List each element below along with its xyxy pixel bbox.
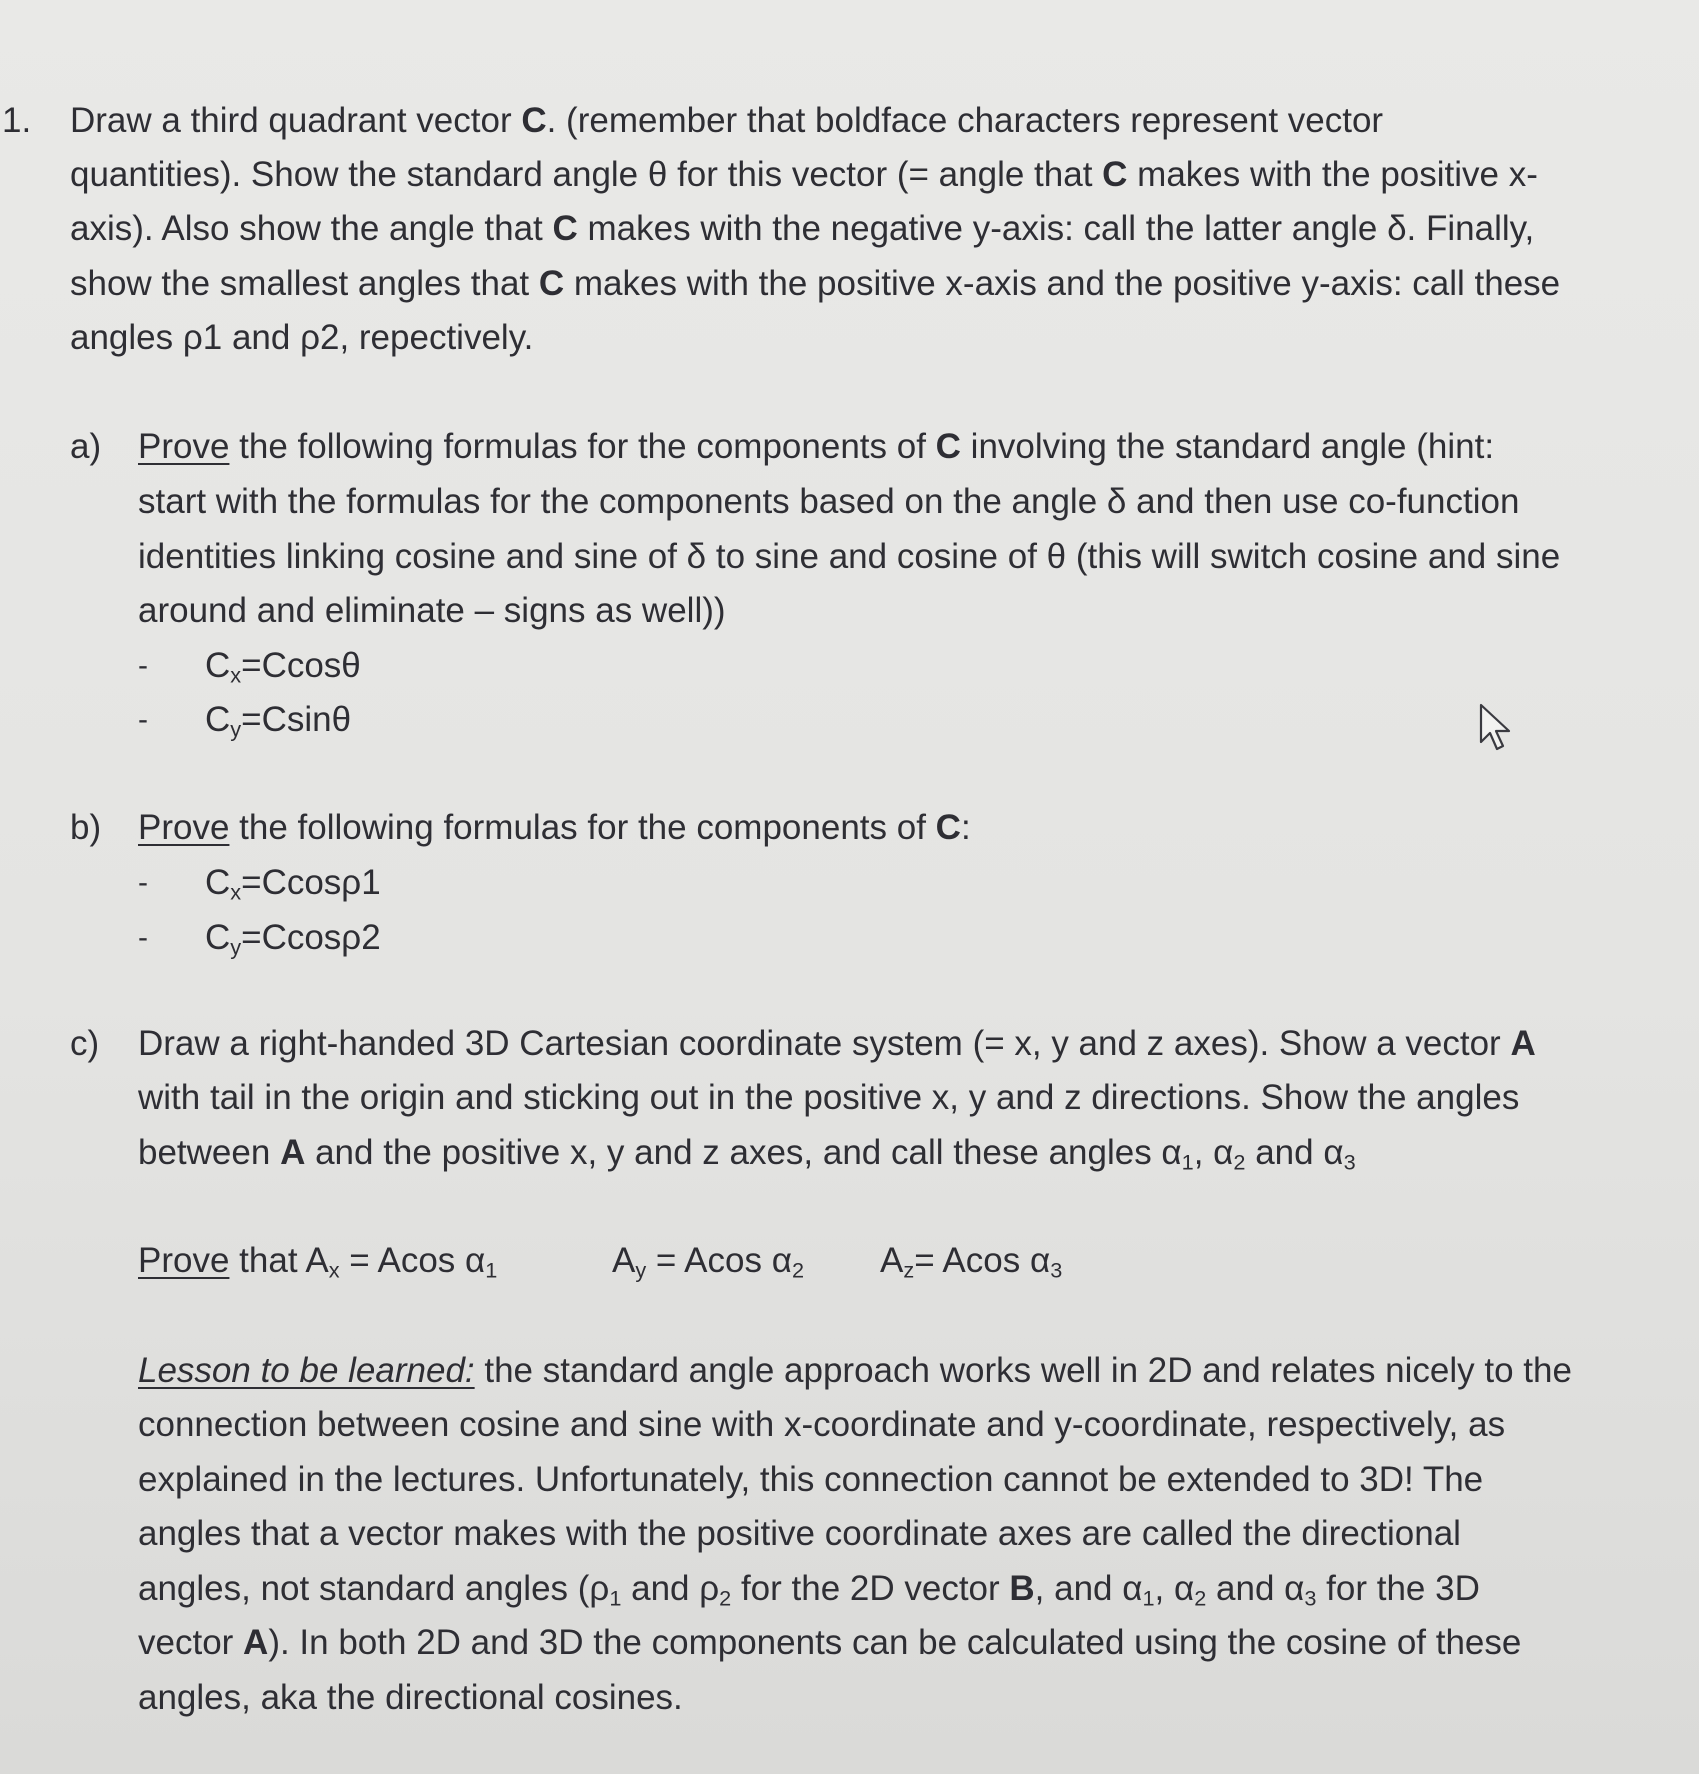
part-c-label: c) <box>70 1024 100 1063</box>
lesson-line-5: angles, not standard angles ($\rho_1$ and $\rho_2$ for the 2D vector B, and $\alpha_1$, $\alpha_2$ and $\alpha_3$ for the 3D <box>138 1569 1480 1611</box>
q1-line-1: Draw a third quadrant vector C. (remember that boldface characters represent vector <box>70 101 1384 140</box>
prove-ax-formula: Prove that $A_x = Acos$ $\alpha_1$ <box>138 1241 498 1283</box>
lesson-line-7: angles, aka the directional cosines. <box>138 1678 683 1717</box>
question-number: 1. <box>2 101 32 140</box>
q1-line-2: quantities). Show the standard angle θ for this vector (= angle that C makes with the positive x- <box>70 155 1538 194</box>
lesson-line-4: angles that a vector makes with the positive coordinate axes are called the directional <box>138 1514 1461 1553</box>
part-c-line-2: with tail in the origin and sticking out in the positive x, y and z directions. Show the angles <box>138 1078 1520 1117</box>
bullet-dash: - <box>138 866 148 899</box>
q1-line-4: show the smallest angles that C makes with the positive x-axis and the positive y-axis: call these <box>70 264 1561 303</box>
formula-cy-cosrho2: $C_y=Ccos\rho 2$ <box>205 918 381 960</box>
part-b-line-1: Prove the following formulas for the components of C: <box>138 808 971 847</box>
lesson-line-6: vector A). In both 2D and 3D the components can be calculated using the cosine of these <box>138 1623 1522 1662</box>
part-a-line-2: start with the formulas for the components based on the angle δ and then use co-function <box>138 482 1520 521</box>
lesson-line-2: connection between cosine and sine with x-coordinate and y-coordinate, respectively, as <box>138 1405 1506 1444</box>
lesson-line-3: explained in the lectures. Unfortunately, this connection cannot be extended to 3D! The <box>138 1460 1484 1499</box>
part-b-label: b) <box>70 808 102 847</box>
part-a-line-1: Prove the following formulas for the components of C involving the standard angle (hint: <box>138 427 1495 466</box>
bullet-dash: - <box>138 649 148 682</box>
formula-cx-costheta: $C_x=Ccos\theta$ <box>205 646 361 688</box>
part-c-line-3: between A and the positive x, y and z axes, and call these angles $\alpha_1$, $\alpha_2$ and $\alpha_3$ <box>138 1133 1356 1175</box>
az-formula: $A_z= Acos$ $\alpha_3$ <box>880 1241 1063 1283</box>
bullet-dash: - <box>138 703 148 736</box>
mouse-cursor-icon <box>1478 702 1518 758</box>
q1-line-3: axis). Also show the angle that C makes with the negative y-axis: call the latter angle δ. Finally, <box>70 209 1535 248</box>
formula-cy-sintheta: $C_y=Csin\theta$ <box>205 700 352 742</box>
part-a-line-4: around and eliminate – signs as well)) <box>138 591 726 630</box>
ay-formula: $A_y = Acos$ $\alpha_2$ <box>612 1241 804 1283</box>
q1-line-5: angles ρ1 and ρ2, repectively. <box>70 318 534 357</box>
part-a-label: a) <box>70 427 102 466</box>
bullet-dash: - <box>138 921 148 954</box>
formula-cx-cosrho1: $C_x=Ccos\rho 1$ <box>205 863 381 905</box>
lesson-line-1: Lesson to be learned: the standard angle approach works well in 2D and relates nicely to the <box>138 1351 1572 1390</box>
part-a-line-3: identities linking cosine and sine of δ to sine and cosine of θ (this will switch cosine and sine <box>138 537 1561 576</box>
part-c-line-1: Draw a right-handed 3D Cartesian coordinate system (= x, y and z axes). Show a vector A <box>138 1024 1536 1063</box>
